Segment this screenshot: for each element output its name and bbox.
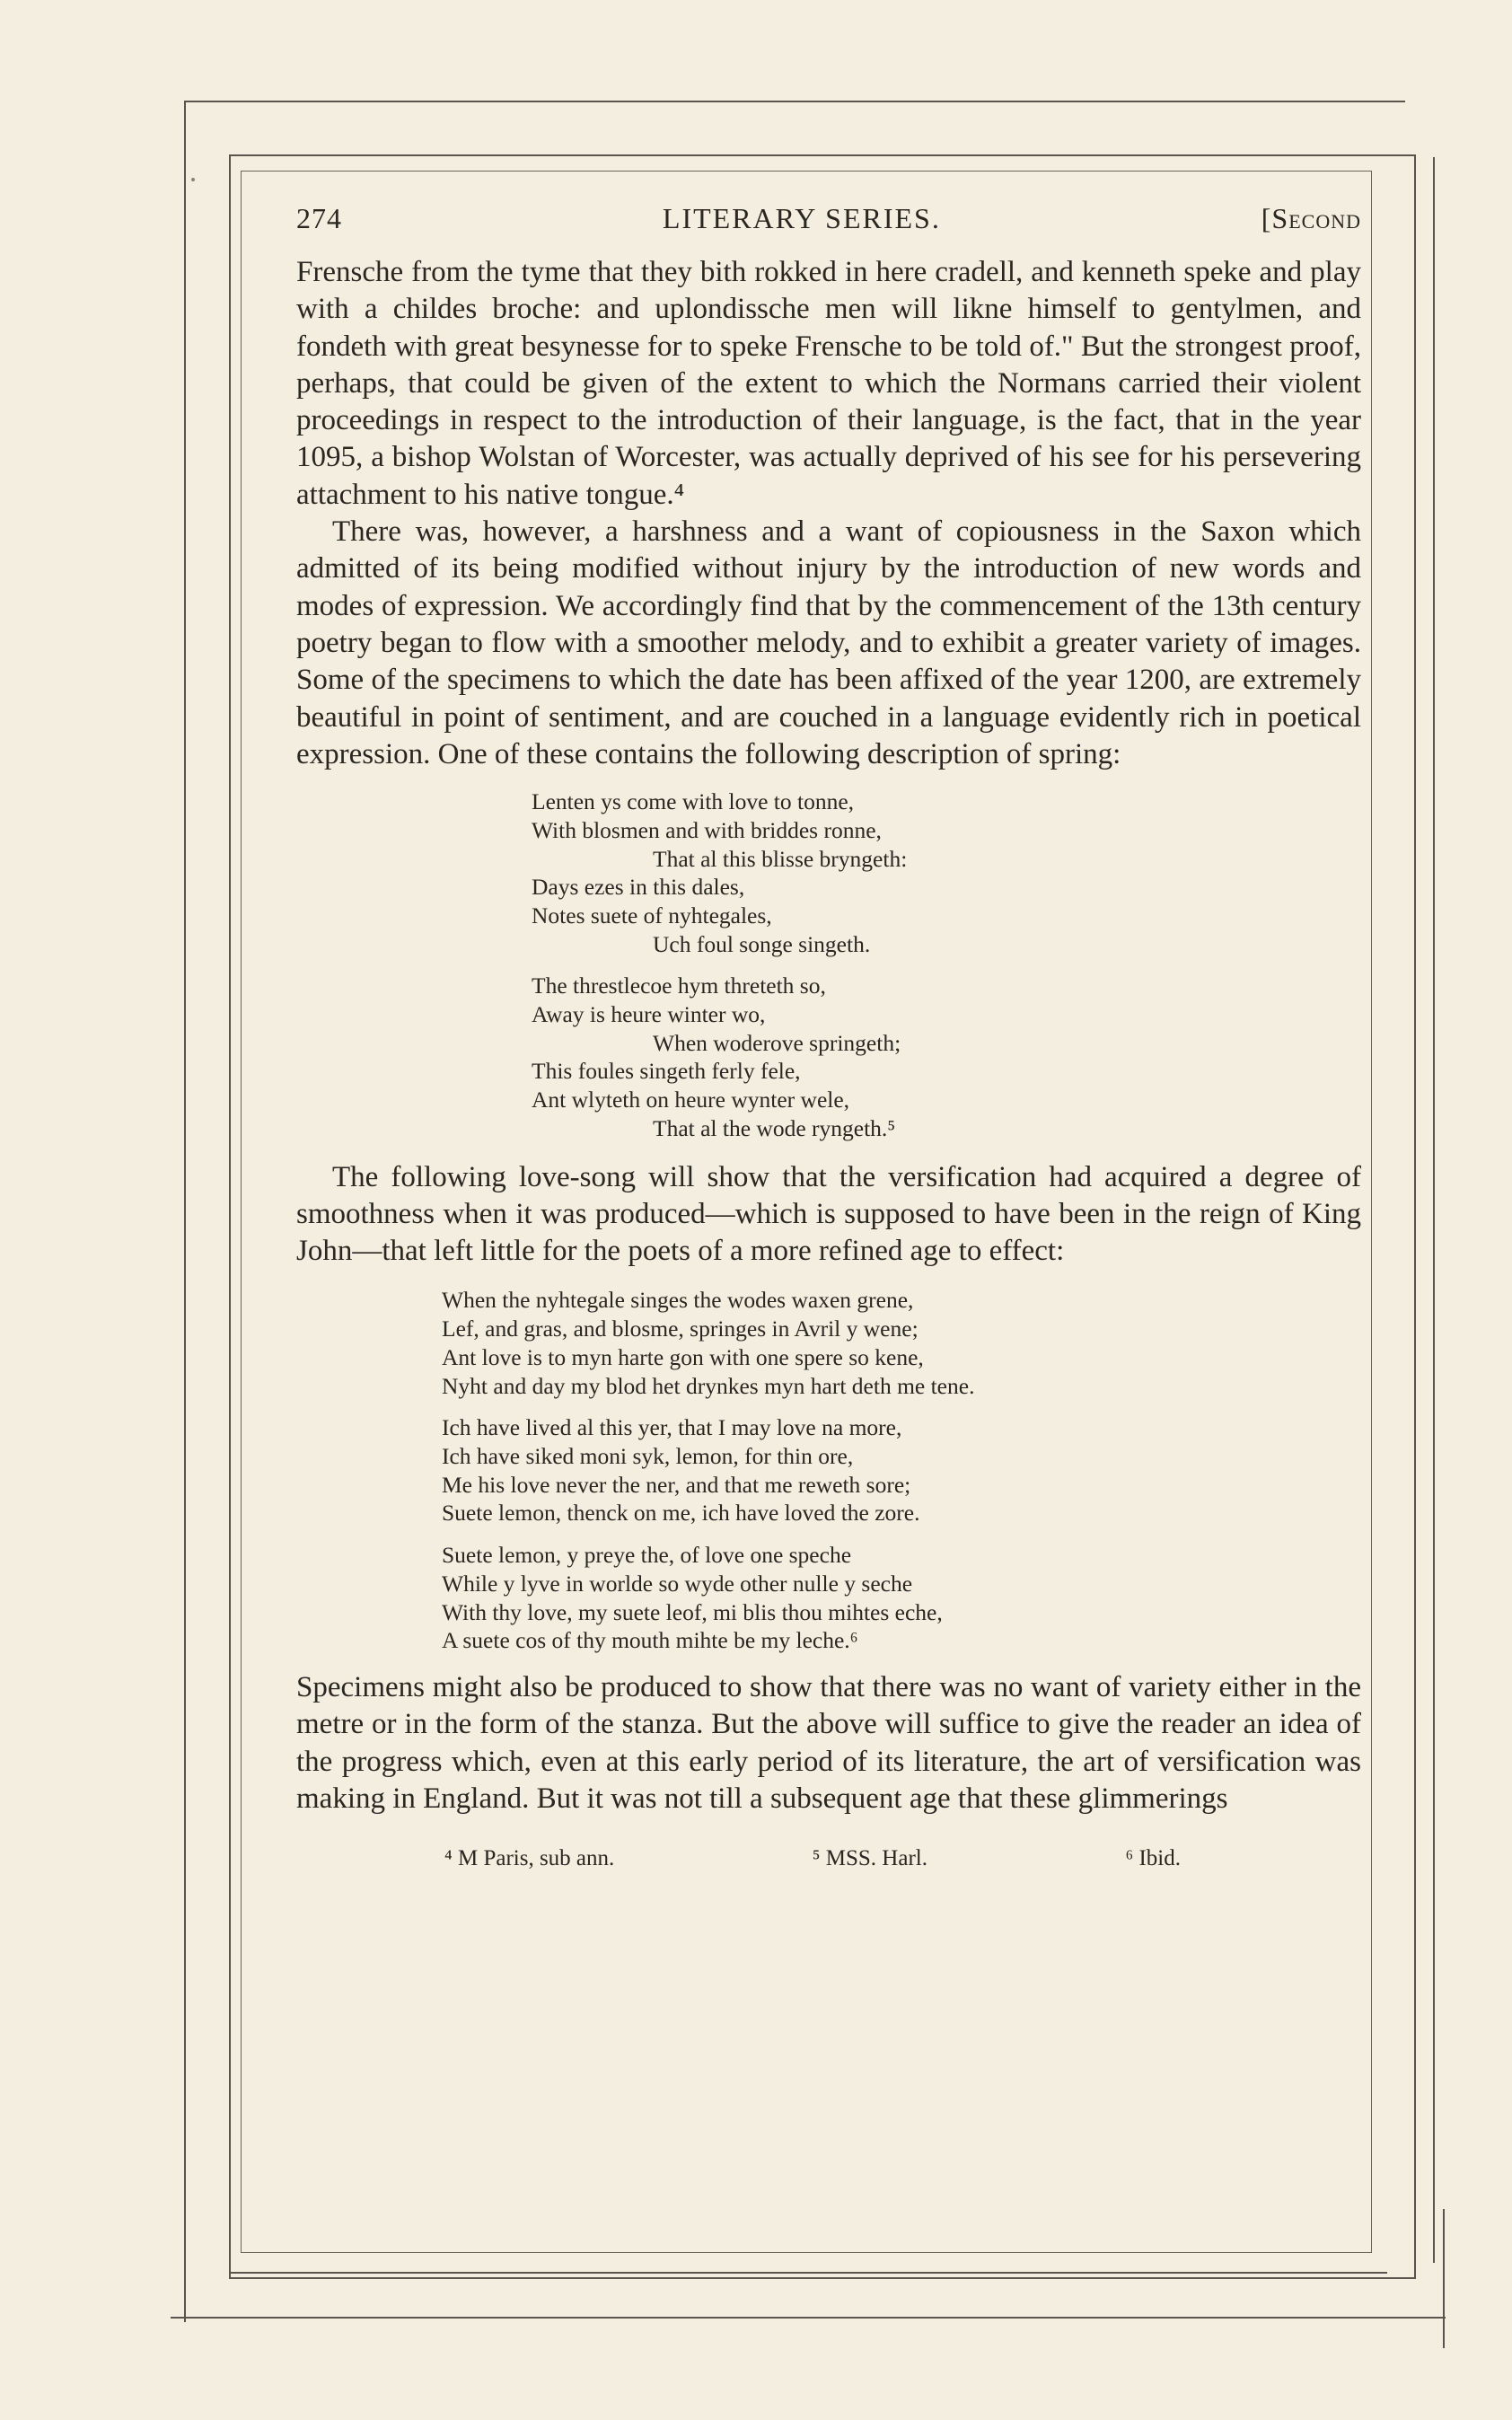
poem-line: With blosmen and with briddes ronne, (532, 816, 882, 843)
frame-edge (171, 2317, 1446, 2319)
poem-line: Uch foul songe singeth. (653, 930, 871, 957)
poem-line: Days ezes in this dales, (532, 874, 745, 901)
poem-line: The threstlecoe hym threteth so, (532, 972, 826, 999)
poem-line: Suete lemon, thenck on me, ich have loved the zore. (442, 1500, 920, 1527)
poem-line: While y lyve in worlde so wyde other nulle y seche (442, 1570, 913, 1597)
stanza (532, 788, 1361, 958)
running-header (296, 202, 1361, 249)
poem-line: Nyht and day my blod het drynkes myn hart deth me tene. (442, 1372, 975, 1399)
body-text (296, 254, 1361, 773)
stanza (532, 972, 1361, 1142)
poem-line: Me his love never the ner, and that me reweth sore; (442, 1471, 911, 1498)
poem-line: That al the wode ryngeth.⁵ (653, 1114, 896, 1141)
poem-line: When woderove springeth; (653, 1029, 901, 1056)
book-page (296, 202, 1361, 1871)
frame-edge (229, 2272, 1387, 2274)
page-number: 274 (296, 202, 342, 234)
stanza (442, 1286, 1361, 1400)
poem-love (442, 1286, 1361, 1654)
poem-line: Lef, and gras, and blosme, springes in Avril y wene; (442, 1316, 919, 1342)
poem-line: With thy love, my suete leof, mi blis thou mihtes eche, (442, 1598, 943, 1625)
poem-line: Ant wlyteth on heure wynter wele, (532, 1087, 850, 1113)
paragraph: Specimens might also be produced to show that there was no want of variety either in the metre or in the form of the stanza. But the above will suffice to give the reader an idea of the progress which, even at this early period of its literature, the art of versification was making in England. But it was not till a subsequent age that these glimmerings (296, 1670, 1361, 1815)
poem-line: When the nyhtegale singes the wodes waxen grene, (442, 1287, 914, 1314)
footnote: ⁶ Ibid. (1125, 1846, 1181, 1871)
footnotes (444, 1846, 1181, 1871)
frame-edge (1443, 2209, 1445, 2348)
poem-line: Suete lemon, y preye the, of love one speche (442, 1542, 852, 1569)
stanza (442, 1541, 1361, 1655)
poem-line: Ich have lived al this yer, that I may love na more, (442, 1414, 902, 1441)
body-text (296, 1669, 1361, 1817)
paragraph: Frensche from the tyme that they bith rokked in here cradell, and kenneth speke and play with a childes broche: and uplondissche men will likne himself to gentylmen, and fondeth with great besynesse for to speke Frensche to be told of." But the strongest proof, perhaps, that could be given of the extent to which the Normans carried their violent proceedings in respect to the introduction of their language, is the fact, that in the year 1095, a bishop Wolstan of Worcester, was actually deprived of his see for his persevering attachment to his native tongue.⁴ (296, 256, 1361, 511)
frame-edge (1433, 157, 1435, 2263)
section-label: [Second (1261, 202, 1361, 234)
speck (191, 178, 195, 181)
body-text (296, 1159, 1361, 1271)
poem-line: Notes suete of nyhtegales, (532, 902, 772, 928)
poem-line: Ant love is to myn harte gon with one spere so kene, (442, 1343, 924, 1370)
poem-line: Away is heure winter wo, (532, 1001, 766, 1028)
stanza (442, 1413, 1361, 1527)
paragraph: The following love-song will show that the versification had acquired a degree of smoothness when it was produced—which is supposed to have been in the reign of King John—that left little for the poets of a more refined age to effect: (296, 1160, 1361, 1268)
poem-line: Lenten ys come with love to tonne, (532, 788, 855, 815)
poem-line: This foules singeth ferly fele, (532, 1058, 801, 1085)
poem-line: That al this blisse bryngeth: (653, 845, 908, 872)
footnote: ⁵ MSS. Harl. (812, 1846, 927, 1871)
running-title: LITERARY SERIES. (662, 202, 941, 234)
footnote: ⁴ M Paris, sub ann. (444, 1846, 615, 1871)
poem-line: Ich have siked moni syk, lemon, for thin ore, (442, 1443, 854, 1469)
poem-line: A suete cos of thy mouth mihte be my leche.⁶ (442, 1627, 858, 1654)
poem-spring (532, 788, 1361, 1142)
paragraph: There was, however, a harshness and a want of copiousness in the Saxon which admitted of its being modified without injury by the introduction of new words and modes of expression. We accordingly find that by the commencement of the 13th century poetry began to flow with a smoother melody, and to exhibit a greater variety of images. Some of the specimens to which the date has been affixed of the year 1200, are extremely beautiful in point of sentiment, and are couched in a language evidently rich in poetical expression. One of these contains the following description of spring: (296, 515, 1361, 770)
